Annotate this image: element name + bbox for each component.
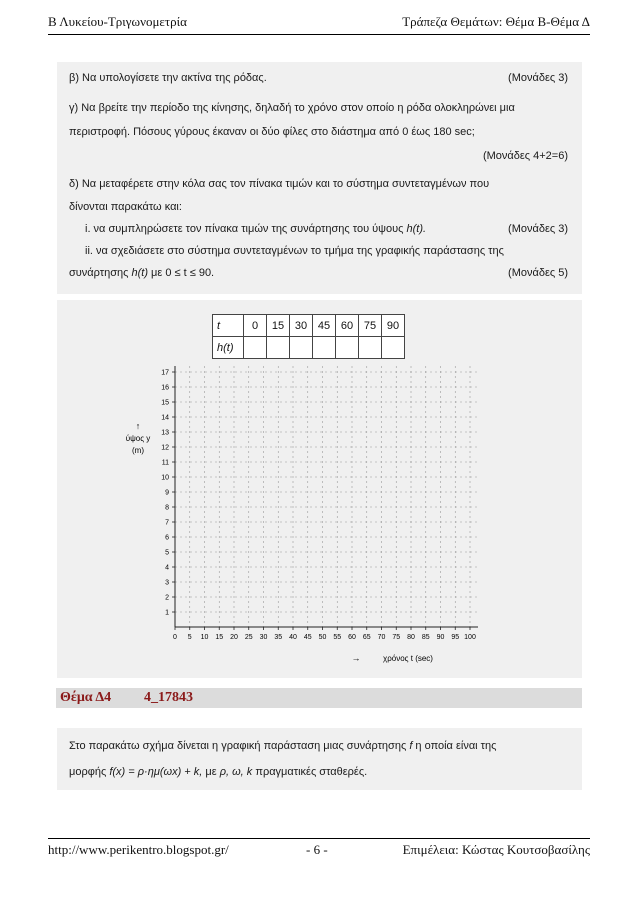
y-tick-label: 6 <box>165 534 169 542</box>
y-tick-label: 3 <box>165 579 169 587</box>
header-left: Β Λυκείου-Τριγωνομετρία <box>48 14 187 29</box>
y-tick-label: 15 <box>161 399 169 407</box>
y-tick-label: 8 <box>165 504 169 512</box>
x-tick-label: 45 <box>303 634 312 641</box>
y-tick-label: 10 <box>161 474 169 482</box>
header-right: Τράπεζα Θεμάτων: Θέμα Β-Θέμα Δ <box>402 14 590 29</box>
section-title: Θέμα Δ4 <box>60 690 112 705</box>
question-b-points: (Μονάδες 3) <box>508 72 568 84</box>
d4-line1: Στο παρακάτω σχήμα δίνεται η γραφική παράσταση μιας συνάρτησης f η οποία είναι της <box>69 740 497 752</box>
table-cell: 45 <box>313 315 336 337</box>
x-tick-label: 90 <box>436 634 445 641</box>
table-cell: 15 <box>267 315 290 337</box>
x-tick-label: 35 <box>274 634 283 641</box>
question-d-line1: δ) Να μεταφέρετε στην κόλα σας τον πίνακα τιμών και το σύστημα συντεταγμένων που <box>69 178 490 190</box>
y-tick-label: 12 <box>161 444 169 452</box>
question-d-ii-points: (Μονάδες 5) <box>508 267 568 279</box>
y-tick-label: 13 <box>161 429 169 437</box>
footer-url: http://www.perikentro.blogspot.gr/ <box>48 842 229 857</box>
x-tick-label: 70 <box>377 634 386 641</box>
x-tick-label: 85 <box>421 634 430 641</box>
table-cell: 0 <box>244 315 267 337</box>
y-axis-unit: (m) <box>132 446 144 455</box>
x-tick-label: 80 <box>407 634 415 641</box>
x-axis-label: χρόνος t (sec) <box>383 654 433 663</box>
y-axis-label: ύψος y <box>125 434 151 443</box>
y-tick-label: 17 <box>161 369 169 377</box>
table-header-h: h(t) <box>213 337 244 359</box>
table-cell: 60 <box>336 315 359 337</box>
question-d-ii-line1: ii. να σχεδιάσετε στο σύστημα συντεταγμένων το τμήμα της γραφικής παράστασης της <box>85 245 504 257</box>
x-tick-label: 10 <box>200 634 209 641</box>
question-c-line1: γ) Να βρείτε την περίοδο της κίνησης, δηλαδή το χρόνο στον οποίο η ρόδα ολοκληρώνει μια <box>69 102 515 114</box>
table-header-t: t <box>213 315 244 337</box>
table-cell: 30 <box>290 315 313 337</box>
y-tick-label: 14 <box>161 414 169 422</box>
x-tick-label: 95 <box>451 634 460 641</box>
x-tick-label: 75 <box>392 634 401 641</box>
x-tick-label: 60 <box>348 634 356 641</box>
d4-line2: μορφής f(x) = ρ·ημ(ωx) + k, με ρ, ω, k πραγματικές σταθερές. <box>69 766 368 778</box>
y-tick-label: 5 <box>165 549 169 557</box>
section-heading <box>56 688 582 708</box>
footer-editor: Επιμέλεια: Κώστας Κουτσοβασίλης <box>402 842 590 857</box>
x-tick-label: 65 <box>362 634 371 641</box>
question-d-i: i. να συμπληρώσετε τον πίνακα τιμών της συνάρτησης του ύψους h(t). <box>85 223 427 235</box>
x-tick-label: 55 <box>333 634 342 641</box>
x-tick-label: 15 <box>215 634 224 641</box>
y-tick-label: 2 <box>165 594 169 602</box>
x-tick-label: 25 <box>244 634 253 641</box>
x-axis-arrow: → <box>351 653 361 663</box>
y-tick-label: 1 <box>165 609 169 617</box>
question-c-line2: περιστροφή. Πόσους γύρους έκαναν οι δύο φίλες στο διάστημα από 0 έως 180 sec; <box>69 126 475 138</box>
d4-block <box>57 728 582 790</box>
x-tick-label: 40 <box>289 634 297 641</box>
y-tick-label: 7 <box>165 519 169 527</box>
y-axis-arrow: ↑ <box>135 421 141 431</box>
question-b: β) Να υπολογίσετε την ακτίνα της ρόδας. <box>69 72 267 84</box>
x-tick-label: 20 <box>230 634 238 641</box>
section-code: 4_17843 <box>144 690 193 705</box>
x-tick-label: 5 <box>187 634 192 641</box>
y-tick-label: 9 <box>165 489 169 497</box>
x-tick-label: 0 <box>173 634 177 641</box>
x-tick-label: 30 <box>259 634 268 641</box>
question-d-ii-line2: συνάρτησης h(t) με 0 ≤ t ≤ 90. <box>69 267 215 279</box>
y-tick-label: 16 <box>161 384 169 392</box>
question-d-line2: δίνονται παρακάτω και: <box>69 201 182 213</box>
question-d-i-points: (Μονάδες 3) <box>508 223 568 235</box>
table-cell: 75 <box>359 315 382 337</box>
table-cell: 90 <box>382 315 405 337</box>
page-number: - 6 - <box>306 842 328 857</box>
x-tick-label: 100 <box>464 634 476 641</box>
y-tick-label: 11 <box>161 459 169 467</box>
question-c-points: (Μονάδες 4+2=6) <box>482 150 568 162</box>
footer-rule <box>48 838 590 839</box>
y-tick-label: 4 <box>165 564 169 572</box>
x-tick-label: 50 <box>318 634 327 641</box>
